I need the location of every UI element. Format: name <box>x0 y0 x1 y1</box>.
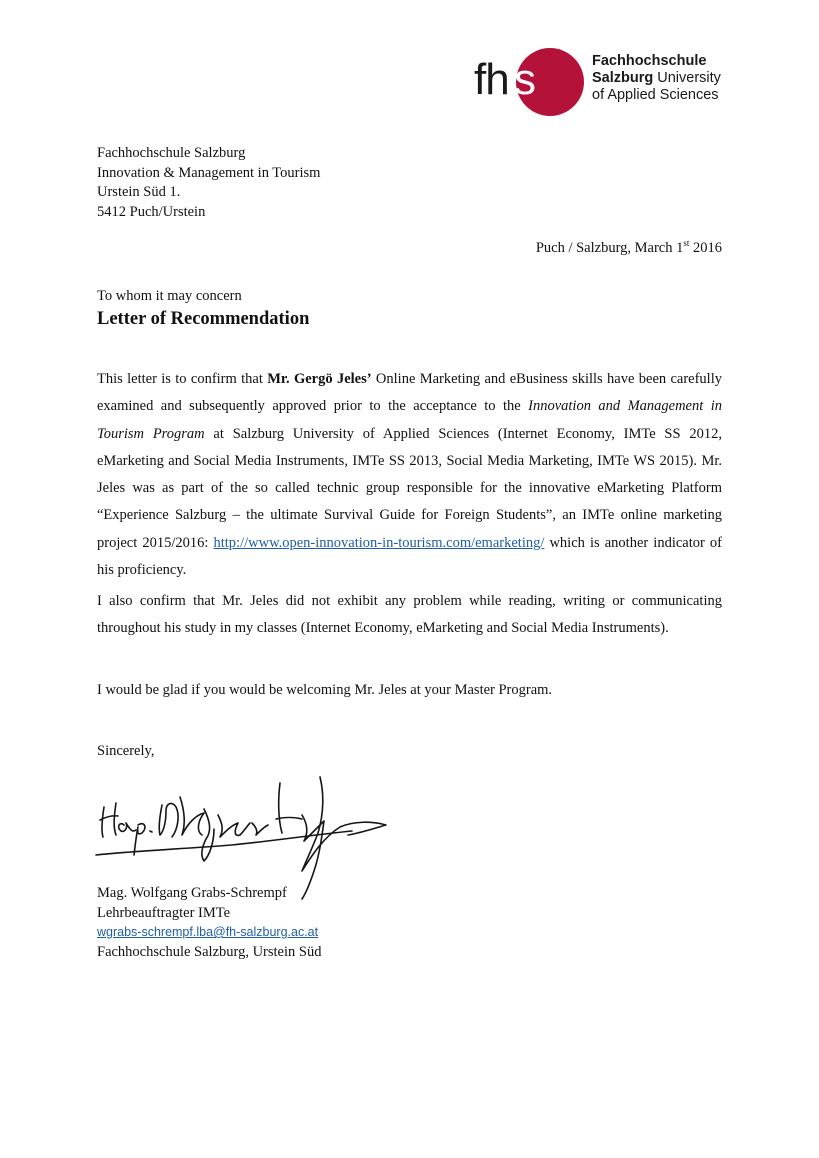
letter-date <box>536 238 722 257</box>
letter-heading: Letter of Recommendation <box>97 309 310 329</box>
sender-line-4: 5412 Puch/Urstein <box>97 203 206 220</box>
signatory-name: Mag. Wolfgang Grabs-Schrempf <box>97 885 287 901</box>
sender-line-2: Innovation & Management in Tourism <box>97 164 321 181</box>
paragraph-1 <box>97 366 722 584</box>
p1-text-2: Online Marketing and eBusiness skills have been carefully examined and subsequently approved prior to the acceptance to the <box>97 371 722 415</box>
date-ordinal: st <box>683 238 690 248</box>
signature-block <box>97 884 321 962</box>
emarketing-link[interactable]: http://www.open-innovation-in-tourism.com/emarketing/ <box>213 534 545 551</box>
p1-text-1: This letter is to confirm that <box>97 371 268 387</box>
paragraph-3: I would be glad if you would be welcoming Mr. Jeles at your Master Program. <box>97 682 553 698</box>
p1-text-3: at Salzburg University of Applied Sciences (Internet Economy, IMTe SS 2012, eMarketing and Social Media Instruments, IMTe SS 2013, Social Media Marketing, IMTe WS 2015). Mr. Jeles was as part of the so called technic group responsible for the innovative eMarketing Platform “Experience Salzburg – the ultimate Survival Guide for Foreign Students”, an IMTe online marketing project 2015/2016: <box>97 425 722 551</box>
signatory-title: Lehrbeauftragter IMTe <box>97 904 231 921</box>
salutation: To whom it may concern <box>97 288 242 304</box>
sender-address <box>97 144 320 222</box>
paragraph-2: I also confirm that Mr. Jeles did not exhibit any problem while reading, writing or communicating throughout his study in my classes (Internet Economy, eMarketing and Social Media Instruments). <box>97 593 722 637</box>
signatory-institution: Fachhochschule Salzburg, Urstein Süd <box>97 943 322 960</box>
student-name: Mr. Gergö Jeles’ <box>267 371 372 387</box>
svg-text:s: s <box>514 55 536 104</box>
date-prefix: Puch / Salzburg, March 1 <box>535 240 684 256</box>
p1-text-4: which is another indicator of his proficiency. <box>97 534 722 579</box>
fhs-logo <box>474 47 724 119</box>
logo-line1: Fachhochschule <box>592 53 707 69</box>
fhs-logo-mark <box>474 47 594 119</box>
logo-line2-bold: Salzburg <box>592 70 654 86</box>
program-name: Innovation and Management in Tourism Program <box>97 398 722 442</box>
svg-text:fh: fh <box>474 55 509 104</box>
logo-line3: of Applied Sciences <box>592 87 719 103</box>
logo-wordmark <box>592 53 721 104</box>
date-year: 2016 <box>689 240 722 256</box>
sender-line-3: Urstein Süd 1. <box>97 184 181 200</box>
logo-line2-rest: University <box>653 70 721 86</box>
signatory-email-link[interactable]: wgrabs-schrempf.lba@fh-salzburg.ac.at <box>97 925 319 939</box>
sender-line-1: Fachhochschule Salzburg <box>97 145 246 161</box>
closing: Sincerely, <box>97 743 155 759</box>
